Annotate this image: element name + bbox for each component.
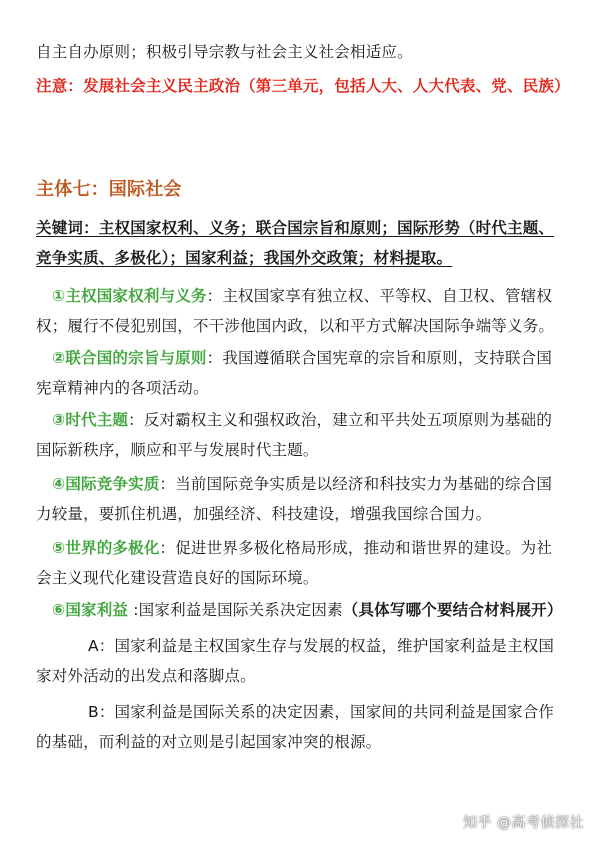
item-label: ⑥国家利益 [52,601,129,619]
note-line: 注意：发展社会主义民主政治（第三单元，包括人大、人大代表、党、民族） [36,77,570,95]
item-3-line-2: 国际新秩序，顺应和平与发展时代主题。 [36,441,319,459]
item-emphasis: （具体写哪个要结合材料展开） [342,601,563,619]
item-4-line-2: 力较量，要抓住机遇，加强经济、科技建设，增强我国综合国力。 [36,505,492,523]
sub-point-b-line-2: 的基础，而利益的对立则是引起国家冲突的根源。 [36,733,382,751]
sub-point-a-line-1: A：国家利益是主权国家生存与发展的权益，维护国家利益是主权国 [88,637,555,655]
sub-point-a-line-2: 家对外活动的出发点和落脚点。 [36,667,256,685]
item-label: ①主权国家权利与义务 [52,287,207,305]
item-3-line-1 [52,408,592,432]
item-text: ：反对霸权主义和强权政治，建立和平共处五项原则为基础的 [128,411,553,429]
watermark: 知乎 @高考侦探社 [463,815,584,831]
item-label: ⑤世界的多极化 [52,539,160,557]
sub-point-b-line-1: B：国家利益是国际关系的决定因素，国家间的共同利益是国家合作 [88,703,555,721]
item-label: ④国际竞争实质 [52,475,160,493]
item-5-line-1 [52,536,592,560]
intro-line: 自主自办原则；积极引导宗教与社会主义社会相适应。 [36,43,413,61]
item-text: ：主权国家享有独立权、平等权、自卫权、管辖权 [206,287,553,305]
item-label: ②联合国的宗旨与原则 [52,349,207,367]
item-text: ：促进世界多极化格局形成，推动和谐世界的建设。为社 [159,539,553,557]
keywords-line-2: 竞争实质、多极化）；国家利益；我国外交政策；材料提取。 [36,249,453,267]
item-5-line-2: 会主义现代化建设营造良好的国际环境。 [36,569,319,587]
item-1-line-1 [52,284,592,308]
item-4-line-1 [52,472,592,496]
keywords-line-1: 关键词：主权国家权利、义务；联合国宗旨和原则；国际形势（时代主题、 [36,219,555,237]
item-2-line-2: 宪章精神内的各项活动。 [36,379,209,397]
item-1-line-2: 权；履行不侵犯别国，不干涉他国内政，以和平方式解决国际争端等义务。 [36,317,555,335]
item-label: ③时代主题 [52,411,129,429]
item-2-line-1 [52,346,592,370]
item-text: ：我国遵循联合国宪章的宗旨和原则，支持联合国 [206,349,553,367]
item-text: :国家利益是国际关系决定因素 [128,601,343,619]
item-6-line-1 [52,598,592,622]
item-text: ：当前国际竞争实质是以经济和科技实力为基础的综合国 [159,475,553,493]
section-title: 主体七：国际社会 [36,179,182,200]
